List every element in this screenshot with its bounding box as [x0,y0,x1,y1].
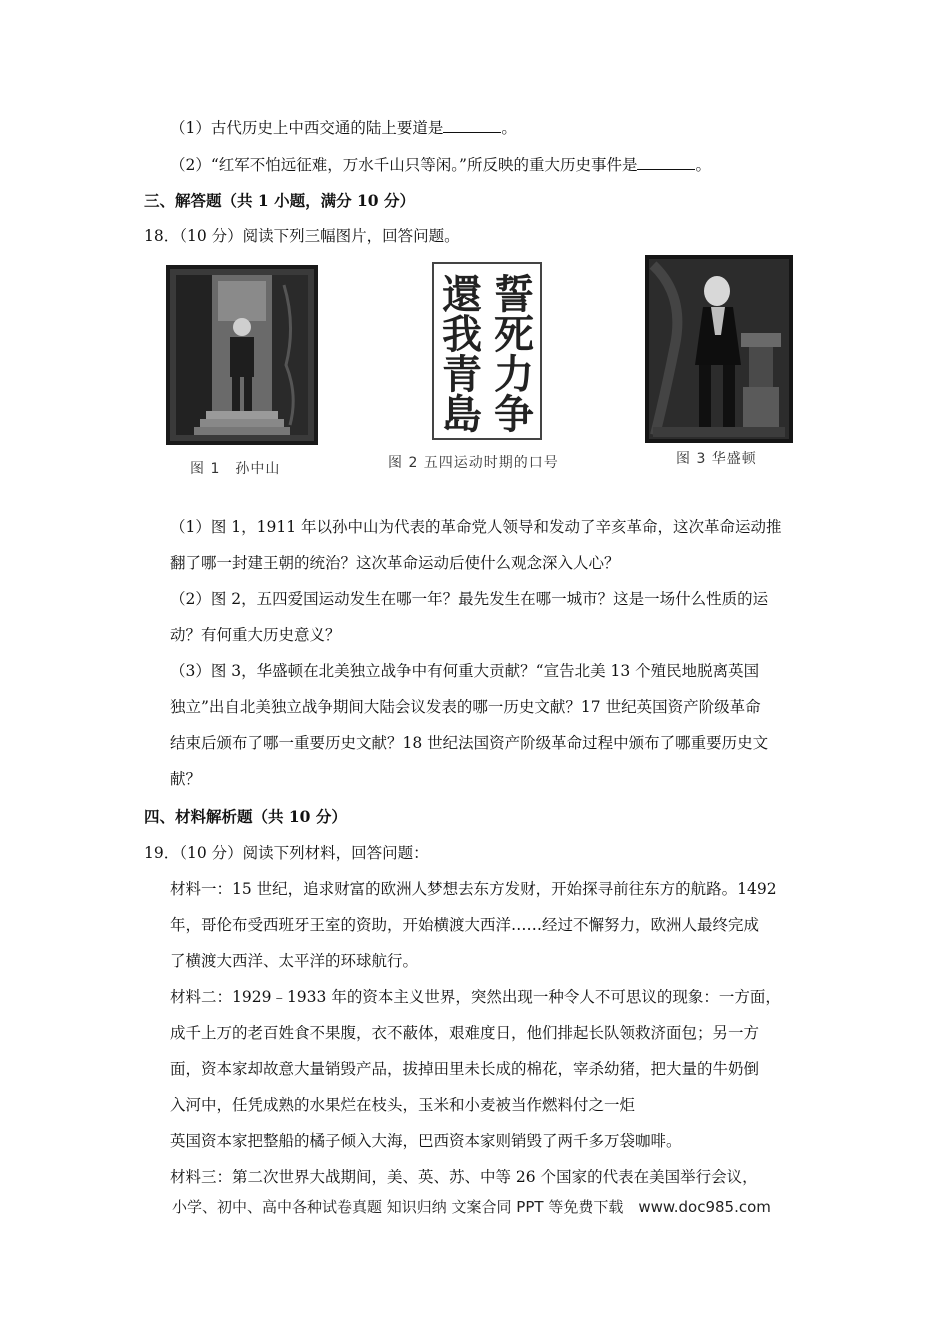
question-text: （2）“红军不怕远征难，万水千山只等闲。”所反映的重大历史事件是 [170,156,638,174]
question-18-intro: 18．（10 分）阅读下列三幅图片，回答问题。 [144,227,460,245]
q18-line: 动？有何重大历史意义？ [170,626,341,644]
q18-line: 独立”出自北美独立战争期间大陆会议发表的哪一历史文献？17 世纪英国资产阶级革命 [170,698,761,716]
figure-3-photo [645,255,793,443]
material-line: 英国资本家把整船的橘子倾入大海，巴西资本家则销毁了两千多万袋咖啡。 [170,1132,682,1150]
figure-1-photo [166,265,318,445]
material-line: 年，哥伦布受西班牙王室的资助，开始横渡大西洋……经过不懈努力，欧洲人最终完成 [170,916,760,934]
material-line: 了横渡大西洋、太平洋的环球航行。 [170,952,419,970]
slogan-char: 争 [494,391,534,438]
material-line: 材料二：1929﹣1933 年的资本主义世界，突然出现一种令人不可思议的现象：一方面， [170,988,781,1006]
section-4-heading: 四、材料解析题（共 10 分） [144,807,347,826]
figure-1-caption: 图 1 孙中山 [190,461,281,477]
slogan-char: 死 [494,311,534,358]
slogan-char: 還 [442,271,482,318]
material-line: 面，资本家却故意大量销毁产品，拔掉田里未长成的棉花，宰杀幼猪，把大量的牛奶倒 [170,1060,760,1078]
question-end: 。 [695,156,711,174]
slogan-char: 我 [442,311,482,358]
slogan-char: 誓 [494,271,534,318]
material-line: 入河中，任凭成熟的水果烂在枝头，玉米和小麦被当作燃料付之一炬 [170,1096,636,1114]
answer-blank [443,117,501,133]
material-line: 材料三：第二次世界大战期间，美、英、苏、中等 26 个国家的代表在美国举行会议， [170,1168,758,1186]
q18-line: （3）图 3，华盛顿在北美独立战争中有何重大贡献？“宣告北美 13 个殖民地脱离英国 [170,662,760,680]
q18-line: 翻了哪一封建王朝的统治？这次革命运动后使什么观念深入人心？ [170,554,620,572]
slogan-banner-icon [432,262,542,440]
page-footer: 小学、初中、高中各种试卷真题 知识归纳 文案合同 PPT 等免费下载 www.doc985.com [172,1198,771,1216]
figure-2-slogan [432,262,542,440]
slogan-char: 力 [494,351,534,398]
section-3-heading: 三、解答题（共 1 小题，满分 10 分） [144,191,415,210]
figure-3-caption: 图 3 华盛顿 [676,451,757,467]
answer-blank [637,154,695,170]
slogan-char: 島 [442,391,482,438]
q18-line: （1）图 1，1911 年以孙中山为代表的革命党人领导和发动了辛亥革命，这次革命运动推 [170,518,782,536]
figure-2-caption: 图 2 五四运动时期的口号 [388,455,559,471]
q18-line: （2）图 2，五四爱国运动发生在哪一年？最先发生在哪一城市？这是一场什么性质的运 [170,590,769,608]
q18-line: 献？ [170,770,202,788]
material-line: 材料一：15 世纪，追求财富的欧洲人梦想去东方发财，开始探寻前往东方的航路。1492 [170,880,777,898]
sun-yat-sen-photo-icon [166,265,318,445]
q18-line: 结束后颁布了哪一重要历史文献？18 世纪法国资产阶级革命过程中颁布了哪重要历史文 [170,734,769,752]
question-19-intro: 19．（10 分）阅读下列材料，回答问题： [144,844,429,862]
fill-question-2 [170,154,711,176]
slogan-char: 青 [442,351,482,398]
washington-portrait-icon [645,255,793,443]
material-line: 成千上万的老百姓食不果腹，衣不蔽体，艰难度日，他们排起长队领救济面包；另一方 [170,1024,760,1042]
fill-question-1 [170,117,517,139]
question-text: （1）古代历史上中西交通的陆上要道是 [170,119,444,137]
question-end: 。 [501,119,517,137]
